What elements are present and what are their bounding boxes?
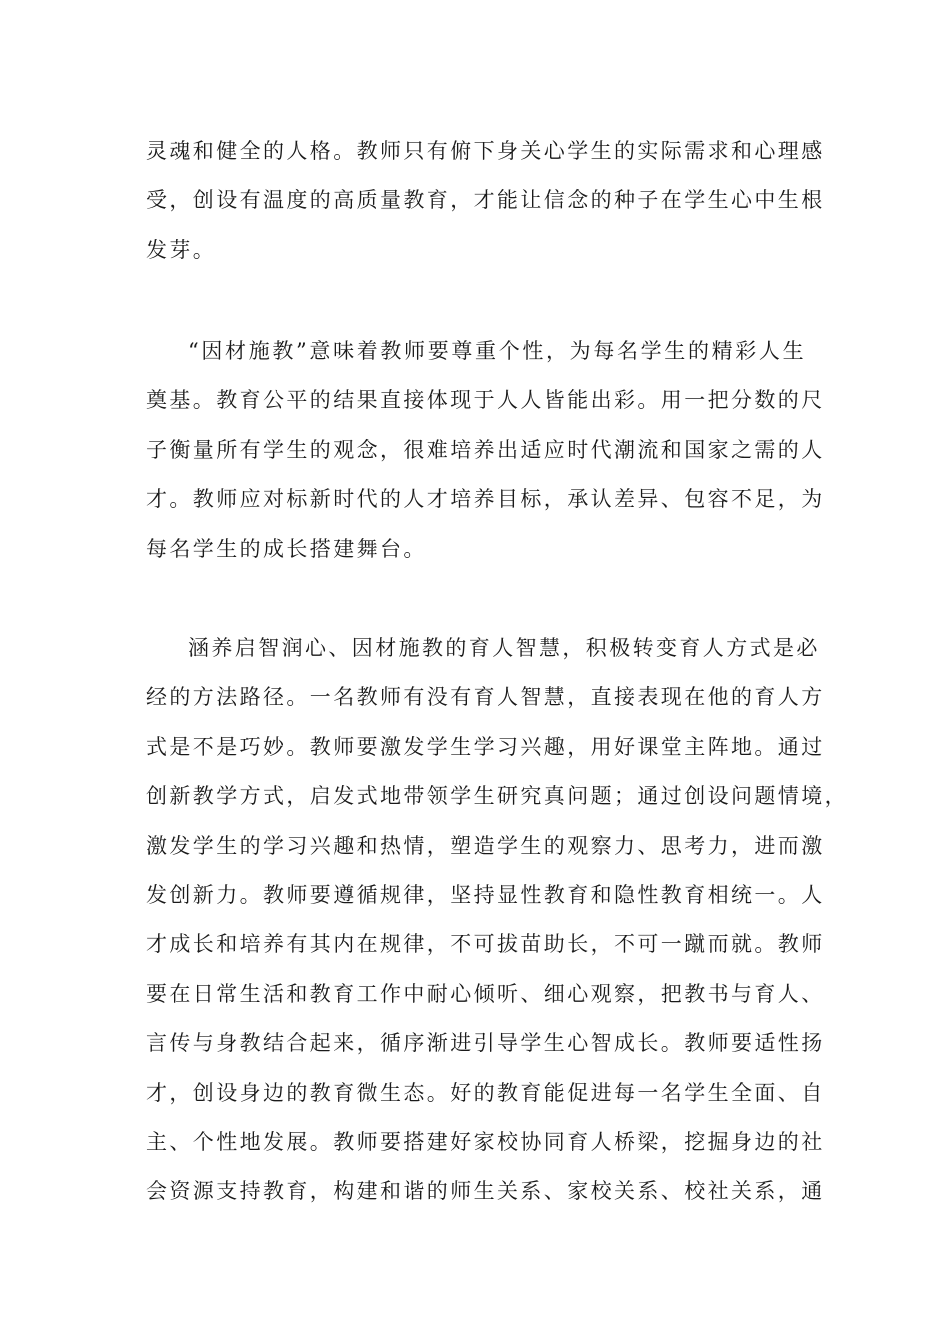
paragraph-line: 会资源支持教育，构建和谐的师生关系、家校关系、校社关系，通 <box>146 1179 825 1204</box>
paragraph-line: 言传与身教结合起来，循序渐进引导学生心智成长。教师要适性扬 <box>146 1031 825 1056</box>
paragraph-line: 灵魂和健全的人格。教师只有俯下身关心学生的实际需求和心理感 <box>146 139 825 163</box>
paragraph-line: 激发学生的学习兴趣和热情，塑造学生的观察力、思考力，进而激 <box>146 833 825 858</box>
paragraph-line: 发芽。 <box>146 237 217 262</box>
paragraph-line: 每名学生的成长搭建舞台。 <box>146 536 427 561</box>
paragraph-line: 奠基。教育公平的结果直接体现于人人皆能出彩。用一把分数的尺 <box>146 388 825 413</box>
paragraph-line: 才，创设身边的教育微生态。好的教育能促进每一名学生全面、自 <box>146 1080 825 1105</box>
paragraph-line: 受，创设有温度的高质量教育，才能让信念的种子在学生心中生根 <box>146 188 825 213</box>
paragraph-line: 发创新力。教师要遵循规律，坚持显性教育和隐性教育相统一。人 <box>146 882 825 907</box>
paragraph-2 <box>146 327 825 574</box>
paragraph-3 <box>146 624 848 1217</box>
paragraph-line: 创新教学方式，启发式地带领学生研究真问题；通过创设问题情境， <box>146 784 848 809</box>
paragraph-line: 主、个性地发展。教师要搭建好家校协同育人桥梁，挖掘身边的社 <box>146 1129 825 1154</box>
paragraph-line: 才。教师应对标新时代的人才培养目标，承认差异、包容不足，为 <box>146 487 825 512</box>
paragraph-line: 式是不是巧妙。教师要激发学生学习兴趣，用好课堂主阵地。通过 <box>146 734 825 759</box>
paragraph-line: “因材施教”意味着教师要尊重个性，为每名学生的精彩人生 <box>188 339 806 363</box>
paragraph-line: 要在日常生活和教育工作中耐心倾听、细心观察，把教书与育人、 <box>146 981 825 1006</box>
paragraph-line: 经的方法路径。一名教师有没有育人智慧，直接表现在他的育人方 <box>146 685 825 710</box>
paragraph-line: 涵养启智润心、因材施教的育人智慧，积极转变育人方式是必 <box>188 636 820 660</box>
paragraph-line: 才成长和培养有其内在规律，不可拔苗助长，不可一蹴而就。教师 <box>146 932 825 957</box>
paragraph-line: 子衡量所有学生的观念，很难培养出适应时代潮流和国家之需的人 <box>146 437 825 462</box>
paragraph-1 <box>146 127 825 275</box>
